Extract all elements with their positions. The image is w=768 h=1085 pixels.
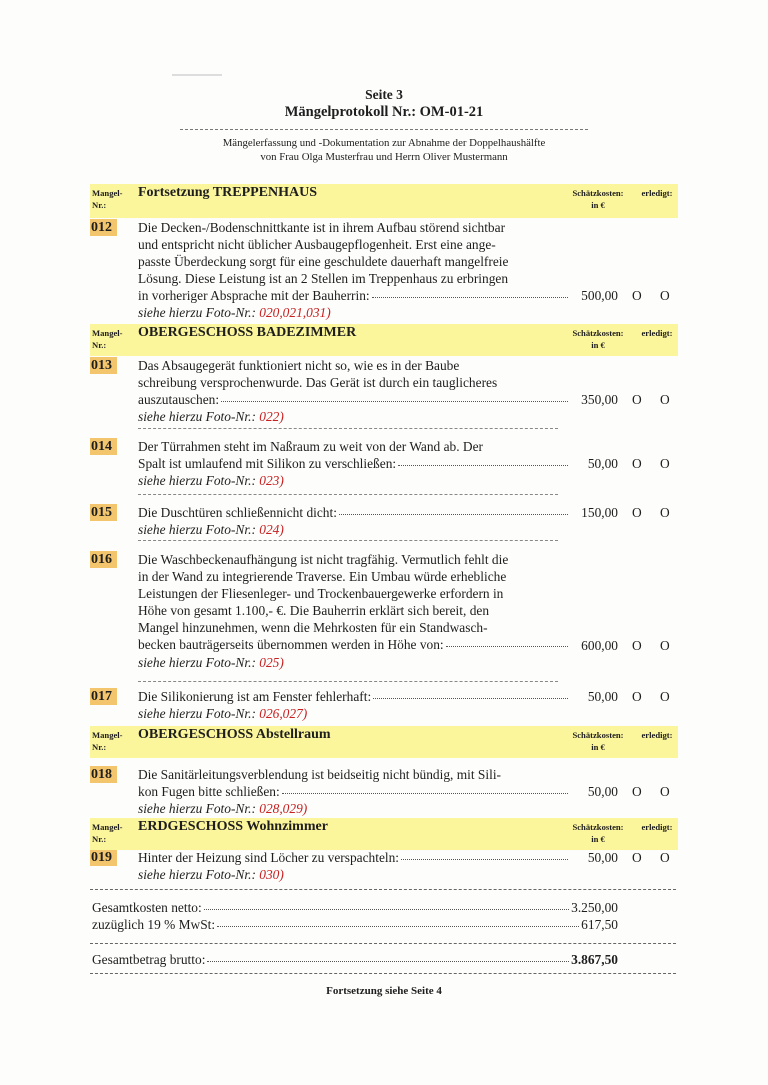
mangel-nr-label-line1: Mangel- bbox=[92, 328, 123, 338]
estimated-cost: 600,00 bbox=[581, 638, 618, 653]
description-line: Der Türrahmen steht im Naßraum zu weit von der Wand ab. Der bbox=[138, 439, 483, 454]
leader-text: becken bauträgerseits übernommen werden in Höhe von: bbox=[138, 637, 444, 653]
done-checkbox-1[interactable]: O bbox=[632, 784, 642, 799]
defect-description bbox=[138, 849, 570, 883]
done-column-label: erledigt: bbox=[641, 328, 673, 338]
vat-row bbox=[92, 916, 618, 933]
description-line-with-leader bbox=[138, 783, 570, 800]
cost-column-label bbox=[560, 327, 636, 351]
photo-numbers: 030) bbox=[259, 867, 284, 883]
mangel-nr-label-line2: Nr.: bbox=[92, 742, 107, 752]
photo-numbers: 025) bbox=[259, 654, 284, 670]
dot-leader bbox=[282, 783, 568, 794]
description-line-with-leader bbox=[138, 504, 570, 521]
defect-number: 012 bbox=[90, 219, 117, 236]
leader-text: Spalt ist umlaufend mit Silikon zu verschließen: bbox=[138, 456, 397, 472]
item-separator bbox=[138, 681, 558, 682]
dot-leader bbox=[204, 899, 569, 910]
dot-leader bbox=[373, 688, 568, 699]
description-line: in der Wand zu integrierende Traverse. Ein Umbau würde erhebliche bbox=[138, 569, 507, 585]
net-total-label: Gesamtkosten netto: bbox=[92, 900, 202, 915]
dot-leader bbox=[217, 916, 579, 927]
photo-reference bbox=[138, 521, 570, 538]
defect-description bbox=[138, 504, 570, 538]
vat-value: 617,50 bbox=[581, 917, 618, 932]
mangel-nr-label-line2: Nr.: bbox=[92, 200, 107, 210]
section-title: ERDGESCHOSS Wohnzimmer bbox=[138, 819, 328, 834]
defect-description bbox=[138, 438, 570, 489]
defect-number: 015 bbox=[90, 504, 117, 521]
description-line: Das Absaugegerät funktioniert nicht so, wie es in der Baube bbox=[138, 358, 460, 373]
header-rule bbox=[180, 129, 588, 130]
document-header bbox=[0, 86, 768, 164]
photo-reference bbox=[138, 866, 570, 883]
defect-description bbox=[138, 357, 570, 425]
photo-numbers: 020,021,031) bbox=[259, 305, 331, 321]
description-line: und entspricht nicht üblicher Ausbaugepflogenheit. Erst eine ange- bbox=[138, 237, 496, 253]
cost-label-line1: Schätzkosten: bbox=[572, 328, 624, 338]
mangel-nr-label-line2: Nr.: bbox=[92, 834, 107, 844]
defect-number: 014 bbox=[90, 438, 117, 455]
section-header bbox=[90, 324, 678, 356]
dot-leader bbox=[401, 849, 568, 860]
photo-reference-prefix: siehe hierzu Foto-Nr.: bbox=[138, 522, 260, 538]
done-checkbox-1[interactable]: O bbox=[632, 638, 642, 653]
dot-leader bbox=[339, 504, 568, 515]
defect-number: 019 bbox=[90, 849, 117, 866]
done-checkbox-1[interactable]: O bbox=[632, 689, 642, 704]
description-line-with-leader bbox=[138, 849, 570, 866]
cost-label-line2: in € bbox=[591, 340, 605, 350]
estimated-cost: 500,00 bbox=[581, 288, 618, 303]
mangel-nr-label bbox=[92, 729, 123, 753]
cost-label-line2: in € bbox=[591, 834, 605, 844]
totals-mid-separator bbox=[90, 943, 676, 944]
vat-label: zuzüglich 19 % MwSt: bbox=[92, 917, 216, 932]
header-subtitle bbox=[0, 136, 768, 164]
estimated-cost: 350,00 bbox=[581, 392, 618, 407]
photo-reference bbox=[138, 800, 570, 817]
description-line: Die Waschbeckenaufhängung ist nicht tragfähig. Vermutlich fehlt die bbox=[138, 552, 509, 567]
dot-leader bbox=[446, 636, 568, 647]
item-separator bbox=[138, 540, 558, 541]
item-separator bbox=[138, 428, 558, 429]
leader-text: in vorheriger Absprache mit der Bauherrin: bbox=[138, 288, 370, 304]
photo-reference bbox=[138, 654, 570, 671]
photo-reference bbox=[138, 472, 570, 489]
estimated-cost: 50,00 bbox=[587, 850, 618, 865]
done-checkbox-2[interactable]: O bbox=[660, 638, 670, 653]
photo-reference bbox=[138, 705, 570, 722]
description-line-with-leader bbox=[138, 287, 570, 304]
cost-label-line2: in € bbox=[591, 200, 605, 210]
description-line: Mangel hinzunehmen, wenn die Mehrkosten für ein Standwasch- bbox=[138, 620, 488, 636]
description-line: Höhe von gesamt 1.100,- €. Die Bauherrin erklärt sich bereit, den bbox=[138, 603, 490, 619]
gross-total-row bbox=[92, 951, 618, 968]
estimated-cost: 50,00 bbox=[587, 784, 618, 799]
description-line: Leistungen der Fliesenleger- und Trockenbauergewerke erfordern in bbox=[138, 586, 504, 602]
net-total-row bbox=[92, 899, 618, 916]
photo-reference bbox=[138, 408, 570, 425]
done-checkbox-2[interactable]: O bbox=[660, 392, 670, 407]
photo-reference bbox=[138, 304, 570, 321]
estimated-cost: 50,00 bbox=[587, 456, 618, 471]
done-checkbox-1[interactable]: O bbox=[632, 850, 642, 865]
photo-numbers: 026,027) bbox=[259, 706, 308, 722]
cost-label-line2: in € bbox=[591, 742, 605, 752]
mangel-nr-label-line1: Mangel- bbox=[92, 822, 123, 832]
done-checkbox-2[interactable]: O bbox=[660, 288, 670, 303]
photo-reference-prefix: siehe hierzu Foto-Nr.: bbox=[138, 409, 260, 425]
description-line-with-leader bbox=[138, 455, 570, 472]
page-number: Seite 3 bbox=[365, 87, 403, 102]
leader-text: auszutauschen: bbox=[138, 392, 220, 408]
done-checkbox-2[interactable]: O bbox=[660, 850, 670, 865]
defect-number: 013 bbox=[90, 357, 117, 374]
photo-reference-prefix: siehe hierzu Foto-Nr.: bbox=[138, 801, 260, 817]
leader-text: Hinter der Heizung sind Löcher zu verspachteln: bbox=[138, 850, 400, 865]
description-line: Die Sanitärleitungsverblendung ist beidseitig nicht bündig, mit Sili- bbox=[138, 767, 501, 782]
cost-column-label bbox=[560, 821, 636, 845]
section-title: OBERGESCHOSS Abstellraum bbox=[138, 727, 331, 742]
photo-numbers: 022) bbox=[259, 409, 284, 425]
photo-numbers: 023) bbox=[259, 473, 284, 489]
protocol-title: Mängelprotokoll Nr.: OM-01-21 bbox=[284, 104, 484, 120]
item-separator bbox=[138, 494, 558, 495]
cost-label-line1: Schätzkosten: bbox=[572, 822, 624, 832]
subtitle-line-1: Mängelerfassung und -Dokumentation zur Abnahme der Doppelhaushälfte bbox=[222, 137, 546, 149]
photo-reference-prefix: siehe hierzu Foto-Nr.: bbox=[138, 706, 260, 722]
dot-leader bbox=[372, 287, 568, 298]
gross-total-value: 3.867,50 bbox=[571, 952, 618, 967]
mangel-nr-label-line1: Mangel- bbox=[92, 188, 123, 198]
section-title: Fortsetzung TREPPENHAUS bbox=[138, 185, 318, 200]
mangel-nr-label bbox=[92, 187, 123, 211]
cost-column-label bbox=[560, 729, 636, 753]
dot-leader bbox=[398, 455, 568, 466]
description-line-with-leader bbox=[138, 688, 570, 705]
photo-reference-prefix: siehe hierzu Foto-Nr.: bbox=[138, 473, 260, 489]
dot-leader bbox=[207, 951, 569, 962]
description-line-with-leader bbox=[138, 391, 570, 408]
photo-numbers: 028,029) bbox=[259, 801, 308, 817]
section-title: OBERGESCHOSS BADEZIMMER bbox=[138, 325, 357, 340]
photo-reference-prefix: siehe hierzu Foto-Nr.: bbox=[138, 867, 260, 883]
cost-label-line1: Schätzkosten: bbox=[572, 188, 624, 198]
defect-description bbox=[138, 551, 570, 671]
defect-description bbox=[138, 766, 570, 817]
done-checkbox-1[interactable]: O bbox=[632, 456, 642, 471]
leader-text: kon Fugen bitte schließen: bbox=[138, 784, 280, 800]
done-checkbox-1[interactable]: O bbox=[632, 392, 642, 407]
estimated-cost: 50,00 bbox=[587, 689, 618, 704]
defect-description bbox=[138, 688, 570, 722]
section-header bbox=[90, 184, 678, 218]
section-header bbox=[90, 818, 678, 850]
photo-numbers: 024) bbox=[259, 522, 284, 538]
scan-smudge bbox=[172, 74, 222, 76]
net-total-value: 3.250,00 bbox=[571, 900, 618, 915]
leader-text: Die Silikonierung ist am Fenster fehlerhaft: bbox=[138, 689, 372, 704]
continuation-note: Fortsetzung siehe Seite 4 bbox=[326, 985, 442, 997]
defect-number: 017 bbox=[90, 688, 117, 705]
description-line: passte Überdeckung sorgt für eine geschuldete dauerhaft mangelfreie bbox=[138, 254, 509, 270]
defect-description bbox=[138, 219, 570, 322]
done-column-label: erledigt: bbox=[641, 730, 673, 740]
done-checkbox-2[interactable]: O bbox=[660, 784, 670, 799]
gross-total-label: Gesamtbetrag brutto: bbox=[92, 952, 206, 967]
defect-number: 018 bbox=[90, 766, 117, 783]
mangel-nr-label bbox=[92, 821, 123, 845]
done-checkbox-1[interactable]: O bbox=[632, 288, 642, 303]
description-line: schreibung versprochenwurde. Das Gerät ist durch ein tauglicheres bbox=[138, 375, 498, 391]
description-line: Lösung. Diese Leistung ist an 2 Stellen im Treppenhaus zu erbringen bbox=[138, 271, 509, 287]
subtitle-line-2: von Frau Olga Musterfrau und Herrn Oliver Mustermann bbox=[260, 151, 508, 163]
cost-column-label bbox=[560, 187, 636, 211]
done-column-label: erledigt: bbox=[641, 822, 673, 832]
totals-top-separator bbox=[90, 889, 676, 890]
description-line: Die Decken-/Bodenschnittkante ist in ihrem Aufbau störend sichtbar bbox=[138, 220, 506, 235]
photo-reference-prefix: siehe hierzu Foto-Nr.: bbox=[138, 305, 260, 321]
defect-number: 016 bbox=[90, 551, 117, 568]
done-checkbox-2[interactable]: O bbox=[660, 505, 670, 520]
dot-leader bbox=[221, 391, 568, 402]
done-checkbox-2[interactable]: O bbox=[660, 456, 670, 471]
photo-reference-prefix: siehe hierzu Foto-Nr.: bbox=[138, 654, 260, 670]
section-header bbox=[90, 726, 678, 758]
mangel-nr-label bbox=[92, 327, 123, 351]
leader-text: Die Duschtüren schließennicht dicht: bbox=[138, 505, 337, 520]
description-line-with-leader bbox=[138, 636, 570, 653]
done-checkbox-1[interactable]: O bbox=[632, 505, 642, 520]
mangel-nr-label-line2: Nr.: bbox=[92, 340, 107, 350]
done-checkbox-2[interactable]: O bbox=[660, 689, 670, 704]
totals-bottom-separator bbox=[90, 973, 676, 974]
mangel-nr-label-line1: Mangel- bbox=[92, 730, 123, 740]
done-column-label: erledigt: bbox=[641, 188, 673, 198]
cost-label-line1: Schätzkosten: bbox=[572, 730, 624, 740]
estimated-cost: 150,00 bbox=[581, 505, 618, 520]
